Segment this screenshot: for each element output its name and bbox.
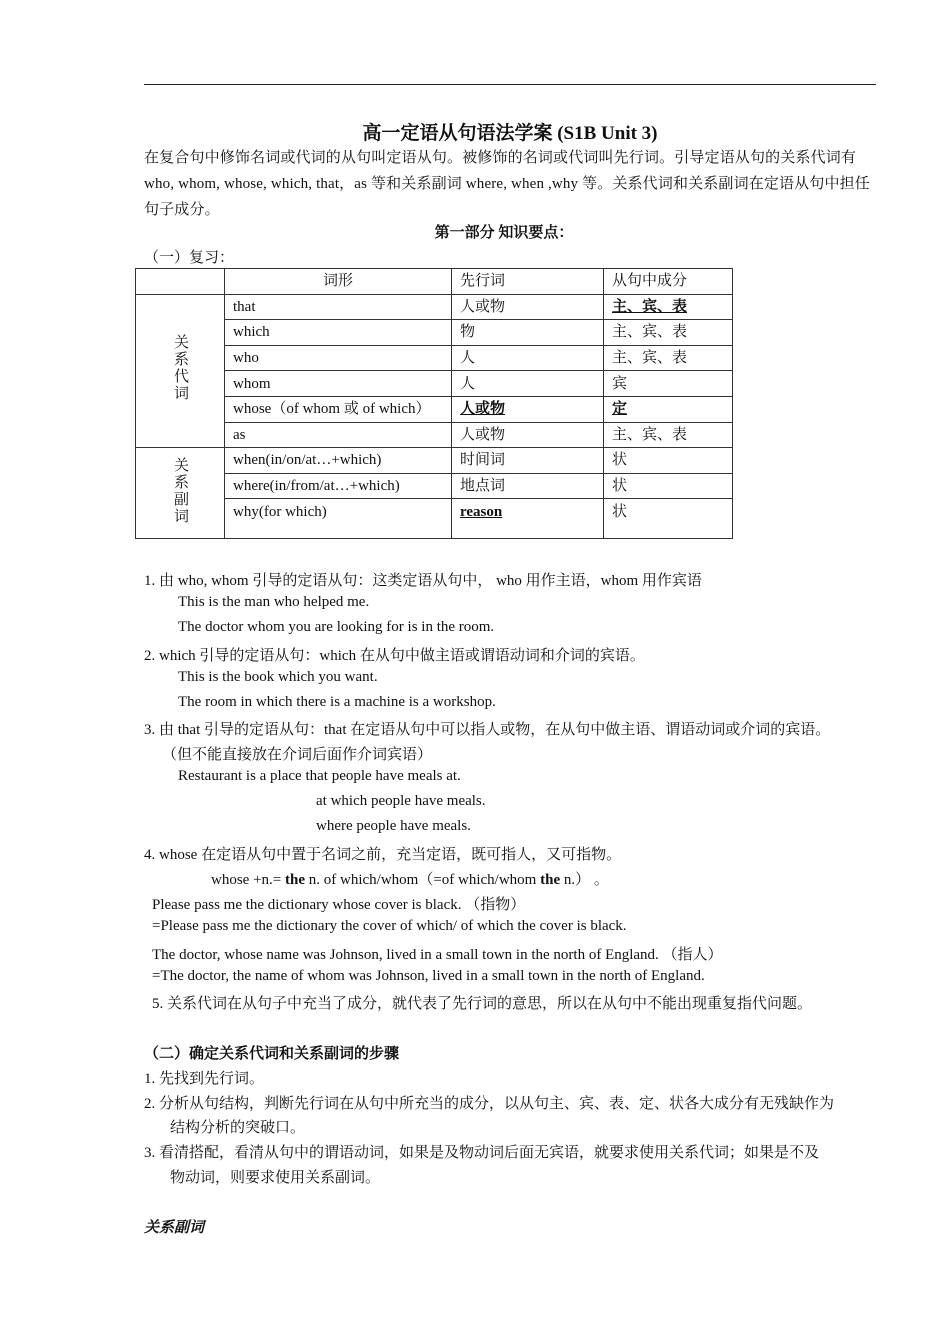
- table-corner-cell: [136, 269, 225, 295]
- cell-form: which: [225, 320, 452, 346]
- whose-formula: whose +n.= the n. of which/whom（=of which/whom the n.） 。: [211, 872, 609, 888]
- header-role: 从句中成分: [604, 269, 733, 295]
- step-3-continued: 物动词，则要求使用关系副词。: [170, 1170, 381, 1186]
- point-3: 3. 由 that 引导的定语从句：that 在定语从句中可以指人或物，在从句中做主语、谓语动词或介词的宾语。: [144, 722, 831, 738]
- cell-form: who: [225, 345, 452, 371]
- cell-role: 主、宾、表: [604, 422, 733, 448]
- cell-antecedent: 地点词: [452, 473, 604, 499]
- steps-heading: （二）确定关系代词和关系副词的步骤: [144, 1046, 400, 1062]
- point-5: 5. 关系代词在从句子中充当了成分，就代表了先行词的意思，所以在从句中不能出现重复指代问题。: [152, 996, 813, 1012]
- pronoun-group-label: 关系代词: [136, 294, 225, 448]
- step-2: 2. 分析从句结构，判断先行词在从句中所充当的成分，以从句主、宾、表、定、状各大成分有无残缺作为: [144, 1096, 835, 1112]
- cell-antecedent: 时间词: [452, 448, 604, 474]
- cell-antecedent: reason: [452, 499, 604, 539]
- table-row: [136, 371, 733, 397]
- cell-role: 主、宾、表: [604, 345, 733, 371]
- example-sentence: Please pass me the dictionary whose cover is black. （指物）: [152, 897, 526, 913]
- cell-form: when(in/on/at…+which): [225, 448, 452, 474]
- cell-role: 状: [604, 448, 733, 474]
- point-3-note: （但不能直接放在介词后面作介词宾语）: [162, 747, 433, 763]
- review-heading: （一）复习：: [144, 250, 235, 266]
- table-row: [136, 294, 733, 320]
- cell-antecedent: 人: [452, 371, 604, 397]
- section-heading: 关系副词: [144, 1220, 205, 1236]
- header-rule: [144, 84, 876, 85]
- cell-form: whose（of whom 或 of which）: [225, 396, 452, 422]
- table-row: [136, 422, 733, 448]
- table-row: [136, 345, 733, 371]
- table-row: [136, 448, 733, 474]
- point-1: 1. 由 who, whom 引导的定语从句：这类定语从句中， who 用作主语，whom 用作宾语: [144, 573, 702, 589]
- cell-antecedent: 人: [452, 345, 604, 371]
- example-sentence: This is the book which you want.: [178, 669, 378, 685]
- example-sentence: at which people have meals.: [316, 793, 486, 809]
- table-header-row: [136, 269, 733, 295]
- table-row: [136, 473, 733, 499]
- cell-antecedent: 物: [452, 320, 604, 346]
- intro-paragraph: 在复合句中修饰名词或代词的从句叫定语从句。被修饰的名词或代词叫先行词。引导定语从句的关系代词有 who, whom, whose, which, that，as 等和关系副词 where, when ,why 等。关系代词和关系副词在定语从句中担任句子成分。: [144, 150, 870, 218]
- cell-form: whom: [225, 371, 452, 397]
- adverb-group-label: 关系副词: [136, 448, 225, 539]
- table-row: [136, 320, 733, 346]
- cell-form: where(in/from/at…+which): [225, 473, 452, 499]
- example-sentence: The doctor, whose name was Johnson, lived in a small town in the north of England. （指人）: [152, 947, 723, 963]
- example-sentence: The room in which there is a machine is a workshop.: [178, 694, 496, 710]
- cell-role: 定: [604, 396, 733, 422]
- cell-role: 宾: [604, 371, 733, 397]
- header-form: 词形: [225, 269, 452, 295]
- example-sentence: This is the man who helped me.: [178, 594, 370, 610]
- table-row: [136, 499, 733, 539]
- point-4: 4. whose 在定语从句中置于名词之前，充当定语，既可指人，又可指物。: [144, 847, 622, 863]
- step-1: 1. 先找到先行词。: [144, 1071, 265, 1087]
- cell-role: 主、宾、表: [604, 320, 733, 346]
- cell-antecedent: 人或物: [452, 396, 604, 422]
- page-title: 高一定语从句语法学案 (S1B Unit 3): [362, 123, 658, 144]
- header-antecedent: 先行词: [452, 269, 604, 295]
- cell-role: 状: [604, 473, 733, 499]
- cell-role: 主、宾、表: [604, 294, 733, 320]
- cell-antecedent: 人或物: [452, 294, 604, 320]
- part1-heading: 第一部分 知识要点：: [434, 225, 574, 241]
- point-2: 2. which 引导的定语从句：which 在从句中做主语或谓语动词和介词的宾语。: [144, 648, 645, 664]
- cell-role: 状: [604, 499, 733, 539]
- cell-form: as: [225, 422, 452, 448]
- example-sentence: =Please pass me the dictionary the cover of which/ of which the cover is black.: [152, 918, 627, 934]
- example-sentence: =The doctor, the name of whom was Johnson, lived in a small town in the north of England.: [152, 968, 705, 984]
- step-2-continued: 结构分析的突破口。: [170, 1120, 306, 1136]
- table-row: [136, 396, 733, 422]
- cell-form: why(for which): [225, 499, 452, 539]
- relative-words-table: [135, 268, 733, 539]
- cell-form: that: [225, 294, 452, 320]
- example-sentence: where people have meals.: [316, 818, 471, 834]
- example-sentence: The doctor whom you are looking for is in the room.: [178, 619, 495, 635]
- cell-antecedent: 人或物: [452, 422, 604, 448]
- step-3: 3. 看清搭配，看清从句中的谓语动词，如果是及物动词后面无宾语，就要求使用关系代词；如果是不及: [144, 1145, 820, 1161]
- example-sentence: Restaurant is a place that people have meals at.: [178, 768, 461, 784]
